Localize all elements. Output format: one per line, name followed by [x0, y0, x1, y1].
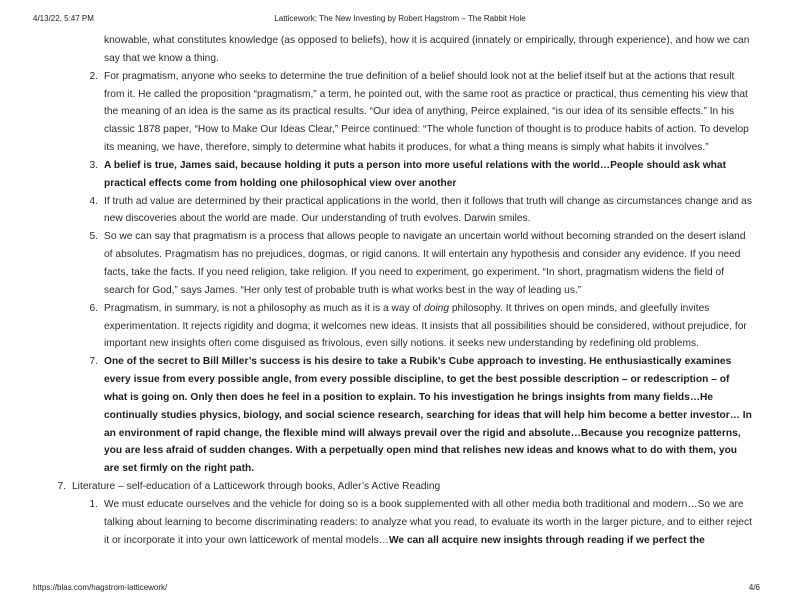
- section-literature: [0, 478, 800, 496]
- list-number: 7.: [89, 356, 98, 368]
- list-item-text: For pragmatism, anyone who seeks to determine the true definition of a belief should look not at the belief itself but at the actions that result from it. He called the proposition “pragmatism,” a term, he pointed out, with the same root as practice or practical, thus cementing his view that the meaning of an idea is the same as its practical results. “Our idea of anything, Peirce explained, “is our idea of its sensible effects.” In his classic 1878 paper, “How to Make Our Ideas Clear,” Peirce continued: “The whole function of thought is to produce habits of action. To develop its meaning, we have, therefore, simply to determine what habits it produces, for what a thing means is simply what habits it involves.”: [104, 70, 749, 154]
- bold-quote: We can all acquire new insights through reading if we perfect the: [388, 534, 705, 546]
- text-after-italic: philosophy. It thrives on open minds, and gleefully invites experimentation. It rejects rigidity and dogma; it welcomes new ideas. It insists that all possibilities should be considered, without prejudice, for important new insights often come disguised as frivolous, even silly notions. it seeks new understanding by redefining old problems.: [104, 302, 747, 350]
- list-item-3: [0, 157, 800, 193]
- print-datetime: 4/13/22, 5:47 PM: [33, 14, 94, 23]
- page-url: https://blas.com/hagstrom-latticework/: [33, 583, 168, 592]
- list-item-text: [104, 353, 752, 478]
- list-item-text: [104, 496, 752, 550]
- list-item-2: [0, 68, 800, 157]
- paragraph-text: knowable, what constitutes knowledge (as opposed to beliefs), how it is acquired (innately or empirically, through experience), and how we can say that we know a thing.: [104, 35, 750, 64]
- list-number: 2.: [89, 70, 98, 82]
- section-heading: Literature – self-education of a Latticework through books, Adler’s Active Reading: [72, 481, 441, 493]
- list-item-text: So we can say that pragmatism is a process that allows people to navigate an uncertain world without becoming stranded on the desert island of absolutes. Pragmatism has no prejudices, dogmas, or rigid canons. It will entertain any hypothesis and consider any evidence. If you need facts, take the facts. If you need religion, take religion. If you need to experiment, go experiment. “In short, pragmatism widens the field of search for God,” says James. “Her only test of probable truth is what works best in the way of leading us.”: [104, 231, 746, 296]
- list-item-6: [0, 300, 800, 354]
- list-number: 1.: [89, 498, 98, 510]
- text-before-italic: Pragmatism, in summary, is not a philosophy as much as it is a way of: [104, 302, 424, 314]
- list-number: 7.: [57, 481, 66, 493]
- plain-text: We must educate ourselves and the vehicle for doing so is a book supplemented with all other media both traditional and modern…So we are talking about learning to become discriminating readers: to analyze what you read, to evaluate its worth in the larger picture, and to either reject it or incorporate it into your own latticework of mental models…: [104, 498, 752, 546]
- list-number: 4.: [89, 195, 98, 207]
- italic-word: doing: [423, 302, 450, 314]
- list-item-5: [0, 228, 800, 299]
- list-number: 3.: [89, 159, 98, 171]
- bold-quote: One of the secret to Bill Miller’s success is his desire to take a Rubik’s Cube approach to investing. He enthusiastically examines every issue from every possible angle, from every possible discipline, to get the best possible description – or redescription – of what is going on. Only then does he feel in a position to explain. To his investigation he brings insights from many fields…He continually studies physics, biology, and social science research, searching for ideas that will help him become a better investor… In an environment of rapid change, the flexible mind will always prevail over the rigid and absolute…Because you recognize patterns, you are less afraid of sudden changes. With a perpetually open mind that relishes new ideas and knows what to do with them, you are set firmly on the right path.: [104, 356, 752, 475]
- list-item-text: [104, 157, 752, 193]
- bold-quote: A belief is true, James said, because holding it puts a person into more useful relations with the world…People should ask what practical effects come from holding one philosophical view over another: [104, 159, 727, 189]
- article-content: [0, 32, 800, 549]
- list-number: 5.: [89, 231, 98, 243]
- list-item-7: [0, 353, 800, 478]
- page-number: 4/6: [748, 583, 760, 592]
- intro-continuation: [0, 32, 800, 68]
- list-item-text: If truth ad value are determined by their practical applications in the world, then it follows that truth will change as circumstances change and as new discoveries about the world are made. Our understanding of truth evolves. Darwin smiles.: [104, 195, 752, 225]
- print-title: Latticework: The New Investing by Robert Hagstrom – The Rabbit Hole: [274, 14, 526, 23]
- list-number: 6.: [89, 302, 98, 314]
- list-item-4: [0, 193, 800, 229]
- sub-list-item-1: [0, 496, 800, 550]
- list-item-text: [104, 300, 752, 354]
